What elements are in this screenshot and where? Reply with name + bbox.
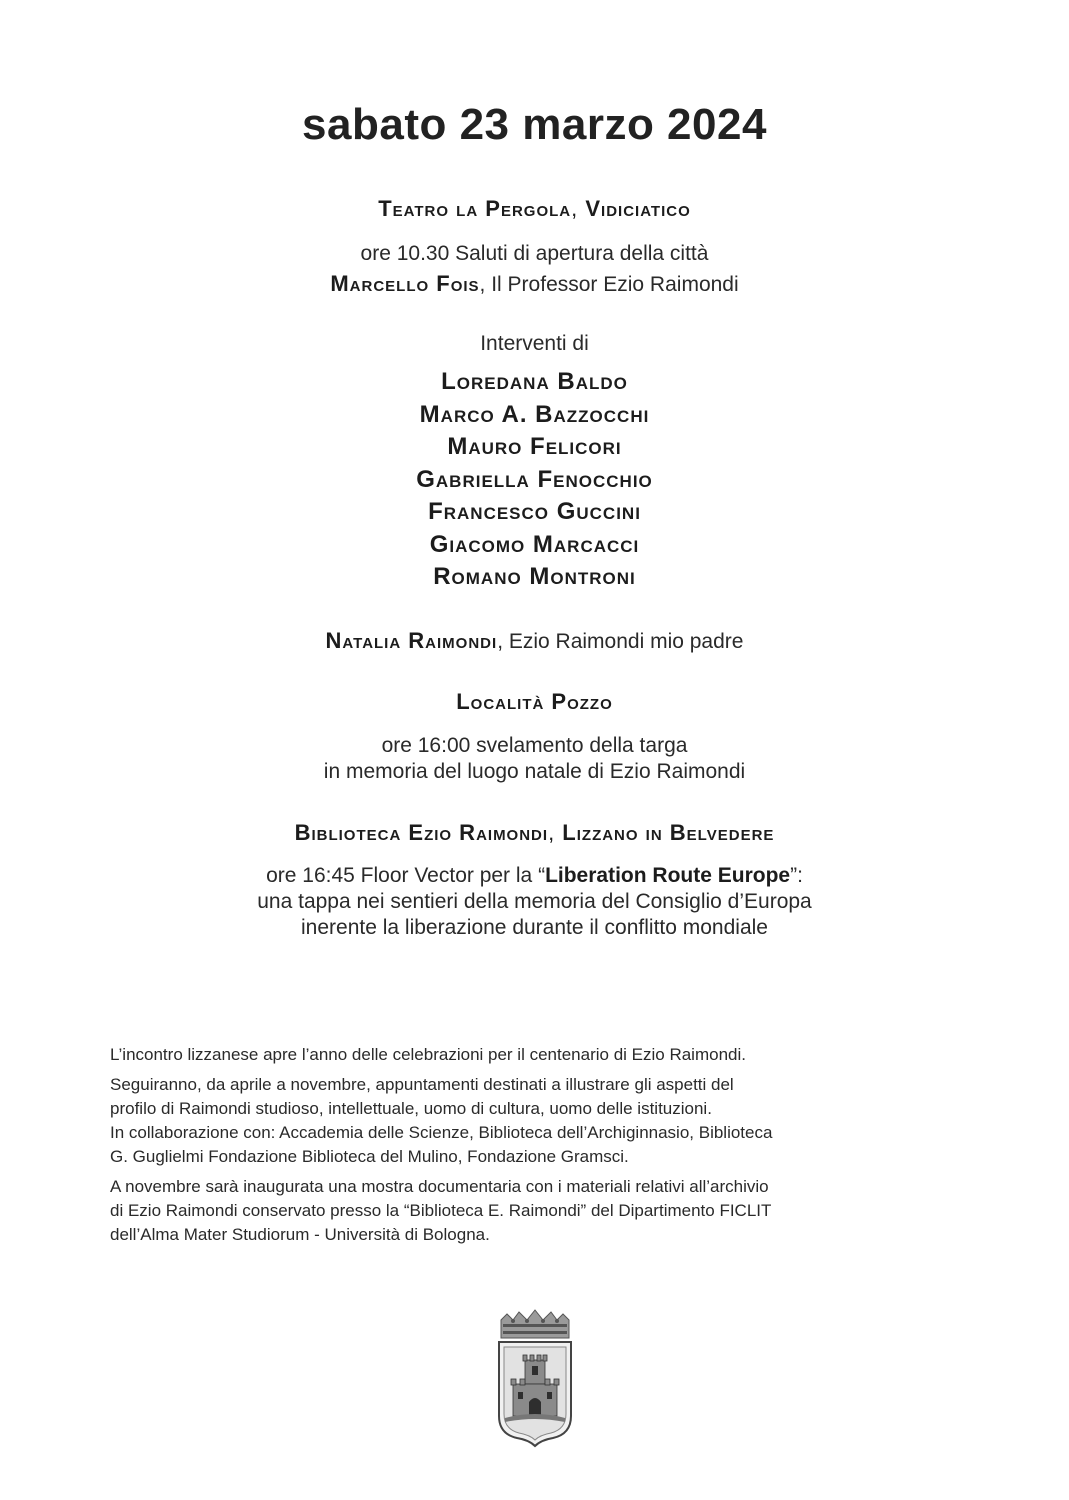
venue-place: Lizzano in Belvedere <box>562 820 775 845</box>
venue-name: Biblioteca Ezio Raimondi <box>294 820 549 845</box>
venue-heading-pergola <box>0 196 1069 222</box>
closing-speech-line <box>0 628 1069 655</box>
note-line: A novembre sarà inaugurata una mostra documentaria con i materiali relativi all’archivio <box>110 1177 769 1196</box>
line-suffix: ”: <box>790 864 803 887</box>
pozzo-line-2: in memoria del luogo natale di Ezio Raimondi <box>323 760 746 783</box>
speaker-item: Loredana Baldo <box>441 368 628 395</box>
keynote-speaker: Marcello Fois <box>330 271 480 296</box>
coat-of-arms-icon <box>493 1308 577 1448</box>
note-line: In collaborazione con: Accademia delle Scienze, Biblioteca dell’Archiginnasio, Biblioteca <box>110 1123 773 1142</box>
speaker-item: Romano Montroni <box>433 563 636 590</box>
biblioteca-line-1 <box>0 863 1069 889</box>
note-line: Seguiranno, da aprile a novembre, appuntamenti destinati a illustrare gli aspetti del <box>110 1075 734 1094</box>
note-line: di Ezio Raimondi conservato presso la “Biblioteca E. Raimondi” del Dipartimento FICLIT <box>110 1201 772 1220</box>
notes-section <box>110 1043 960 1247</box>
note-intro: L’incontro lizzanese apre l’anno delle celebrazioni per il centenario di Ezio Raimondi. <box>110 1045 746 1064</box>
biblioteca-line-3: inerente la liberazione durante il conflitto mondiale <box>301 916 768 939</box>
venue-heading-biblioteca <box>0 820 1069 846</box>
interventions-label: Interventi di <box>480 332 589 355</box>
speaker-item: Mauro Felicori <box>447 433 622 460</box>
closing-title: , Ezio Raimondi mio padre <box>497 630 744 653</box>
venue-name: Teatro la Pergola <box>378 196 572 221</box>
venue-separator: , <box>548 820 563 845</box>
page-title: sabato 23 marzo 2024 <box>302 100 767 149</box>
speaker-item: Marco A. Bazzocchi <box>419 400 650 428</box>
speaker-item: Francesco Guccini <box>428 498 641 525</box>
keynote-title: , Il Professor Ezio Raimondi <box>479 273 739 296</box>
speaker-list <box>0 366 1069 594</box>
note-line: G. Guglielmi Fondazione Biblioteca del Mulino, Fondazione Gramsci. <box>110 1147 629 1166</box>
line-prefix: ore 16:45 Floor Vector per la “ <box>266 864 546 887</box>
keynote-line <box>0 271 1069 298</box>
pozzo-line-1: ore 16:00 svelamento della targa <box>381 734 688 757</box>
speaker-item: Gabriella Fenocchio <box>416 465 653 493</box>
venue-separator: , <box>571 196 586 221</box>
route-name: Liberation Route Europe <box>545 864 791 887</box>
note-line: profilo di Raimondi studioso, intellettuale, uomo di cultura, uomo delle istituzioni. <box>110 1099 712 1118</box>
venue-place: Vidiciatico <box>585 196 691 221</box>
closing-speaker: Natalia Raimondi <box>325 628 498 653</box>
speaker-item: Giacomo Marcacci <box>429 530 640 558</box>
biblioteca-line-2: una tappa nei sentieri della memoria del Consiglio d’Europa <box>257 890 812 913</box>
note-line: dell’Alma Mater Studiorum - Università di Bologna. <box>110 1225 490 1244</box>
venue-heading-pozzo: Località Pozzo <box>456 689 613 714</box>
opening-line: ore 10.30 Saluti di apertura della città <box>360 242 709 265</box>
